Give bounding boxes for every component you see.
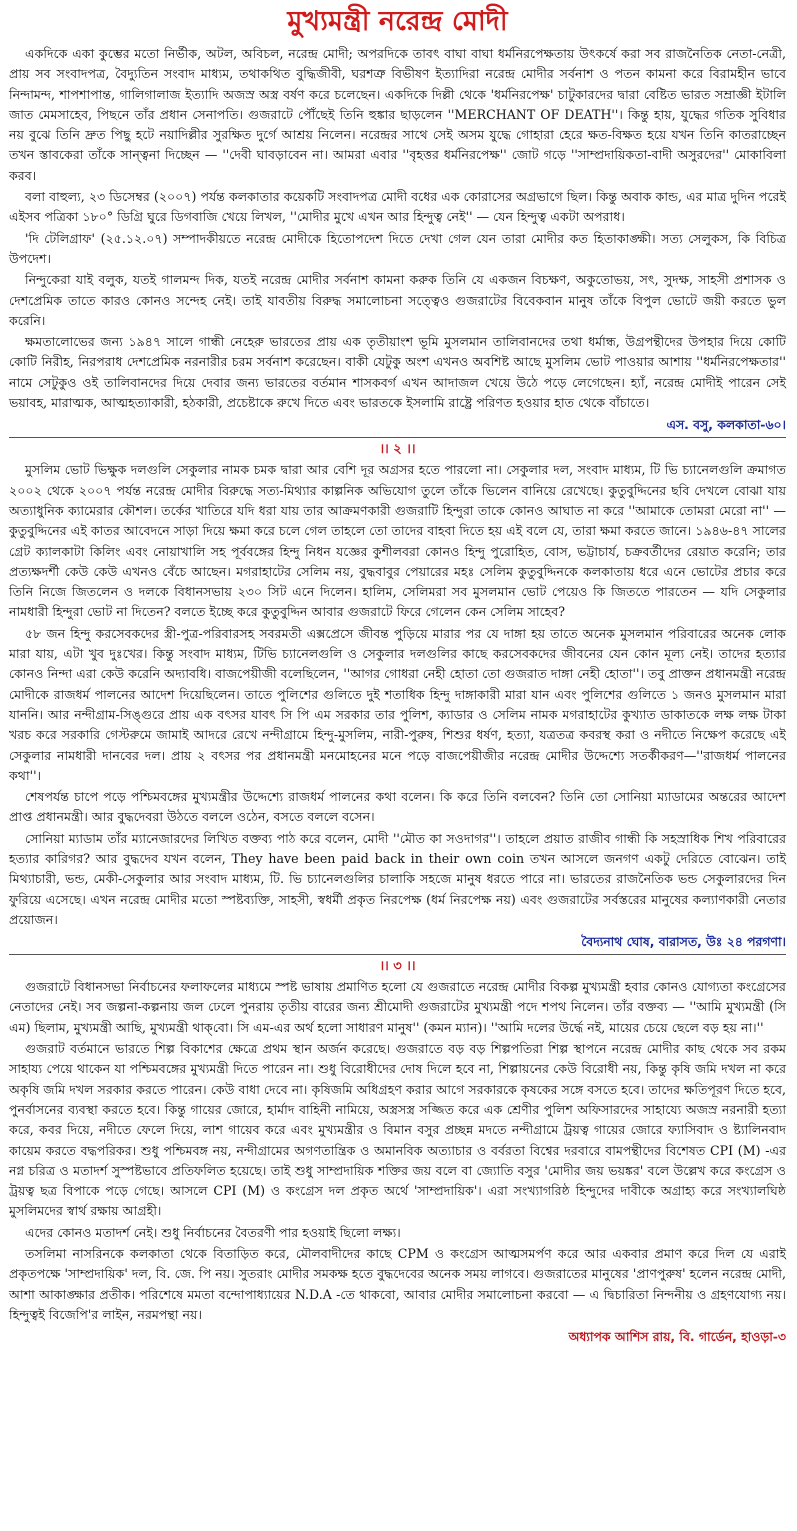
letter-paragraph: 'দি টেলিগ্রাফ' (২৫.১২.০৭) সম্পাদকীয়তে নরেন্দ্র মোদীকে হিতোপদেশ দিতে দেখা গেল যেন তারা মোদীর কত হিতাকাঙ্ক্ষী। সত্য সেলুকস, কি বিচিত্র উপদেশ।: [9, 230, 787, 266]
section-marker: ।। ২ ।।: [379, 442, 416, 458]
section-marker: ।। ৩ ।।: [379, 959, 416, 975]
section-divider: [9, 954, 786, 955]
letter-signature: অধ্যাপক আশিস রায়, বি. গার্ডেন, হাওড়া-৩: [568, 1329, 786, 1345]
section-divider: [9, 437, 786, 438]
article-title: মুখ্যমন্ত্রী নরেন্দ্র মোদী: [287, 6, 508, 37]
letter-paragraph: তসলিমা নাসরিনকে কলকাতা থেকে বিতাড়িত করে, মৌলবাদীদের কাছে CPM ও কংগ্রেস আত্মসমর্পণ করে আর একবার প্রমাণ করে দিল যে এরাই প্রকৃতপক্ষে 'সাম্প্রদায়িক' দল, বি. জে. পি নয়। সুতরাং মোদীর সমকক্ষ হতে বুদ্ধদেবের অনেক সময় লাগবে। গুজরাতের মানুষের 'প্রাণপুরুষ' হলেন নরেন্দ্র মোদী, আশা আকাঙ্ক্ষার প্রতীক। পরিশেষে মমতা বন্দোপাধ্যায়ের N.D.A -তে থাকবো, আবার মোদীর সমালোচনা করবো — এ দ্বিচারিতা নিন্দনীয় ও গ্রহণযোগ্য নয়। হিন্দুত্বই বিজেপি'র লাইন, নরমপন্থা নয়।: [9, 1246, 786, 1322]
letter-paragraph: একদিকে একা কুম্ভের মতো নির্ভীক, অটল, অবিচল, নরেন্দ্র মোদী; অপরদিকে তাবৎ বাঘা বাঘা ধর্মনিরপেক্ষতায় উৎকর্ষে করা সব রাজনৈতিক নেতা-নেত্রী, প্রায় সব সংবাদপত্র, বৈদ্যুতিন সংবাদ মাধ্যম, তথাকথিত বুদ্ধিজীবী, ঘরশত্রু বিভীষণ ইত্যাদিরা নরেন্দ্র মোদীর সর্বনাশ ও পতন কামনা করে বিরামহীন ভাবে নিন্দামন্দ, শাপশাপান্ত, গালিগালাজ ইত্যাদি অজস্র অস্ত্র বর্ষণ করে চলেছেন। একদিকে দিল্লী থেকে 'ধর্মনিরপেক্ষ' চাটুকারদের দ্বারা বেষ্টিত ভারত সম্রাজ্ঞী ইটালি জাত মেমসাহেব, পিছনে তাঁর প্রধান সেনাপতি। গুজরাটে পৌঁছেই তিনি হুঙ্কার ছাড়লেন ''MERCHANT OF DEATH''। কিন্তু হায়, যুদ্ধের গতিক সুবিধার নয় বুঝে তিনি দ্রুত পিছু হটে নয়াদিল্লীর সুরক্ষিত দুর্গে আশ্রয় নিলেন। নরেন্দ্রর সাথে সেই অসম যুদ্ধে গোহারা হেরে ক্ষত-বিক্ষত হয়ে যখন তিনি কাতরাচ্ছেন তখন স্তাবকেরা তাঁকে সান্ত্বনা দিচ্ছেন — ''দেবী ঘাবড়াবেন না। আমরা এবার ''বৃহত্তর ধর্মনিরপেক্ষ'' জোট গড়ে ''সাম্প্রদায়িকতা-বাদী অসুরদের'' মোকাবিলা করব।: [9, 46, 786, 183]
letter-section: [9, 44, 786, 435]
letter-signature: এস. বসু, কলকাতা-৬০।: [666, 417, 786, 433]
letter-signature: বৈদ্যনাথ ঘোষ, বারাসত, উঃ ২৪ পরগণা।: [581, 934, 786, 950]
letter-paragraph: ক্ষমতালোভের জন্য ১৯৪৭ সালে গান্ধী নেহেরু ভারতের প্রায় এক তৃতীয়াংশ ভূমি মুসলমান তালিবানদের তথা ধর্মান্ধ, উগ্রপন্থীদের উপহার দিয়ে কোটি কোটি নিরীহ, নিরপরাধ দেশপ্রেমিক নরনারীর চরম সর্বনাশ করেছেন। বাকী যেটুকু অংশ এখনও অবশিষ্ট আছে মুসলিম ভোট পাওয়ার আশায় ''ধর্মনিরপেক্ষতার'' নামে সেটুকুও ওই তালিবানদের দিয়ে দেবার জন্য ভারতের বর্তমান শাসকবর্গ এখন আদাজল খেয়ে উঠে পড়ে লেগেছেন। হ্যাঁ, নরেন্দ্র মোদীই পারেন সেই ভয়াবহ, মারাত্মক, আত্মহত্যাকারী, হঠকারী, প্রচেষ্টাকে রুখে দিতে এবং ভারতকে ইসলামি রাষ্ট্রে পরিণত হওয়ার হাত থেকে বাঁচাতে।: [9, 334, 786, 411]
letter-paragraph: গুজরাট বর্তমানে ভারতে শিল্প বিকাশের ক্ষেত্রে প্রথম স্থান অর্জন করেছে। গুজরাতে বড় বড় শিল্পপতিরা শিল্প স্থাপনে নরেন্দ্র মোদীর কাছ থেকে সব রকম সাহায্য পেয়ে থাকেন যা পশ্চিমবঙ্গের মুখ্যমন্ত্রী দিতে পারেন না। শুধু বিরোধীদের দোষ দিলে হবে না, শিল্পায়নের কেউ বিরোধী নয়, কিন্তু কৃষি জমি দখল না করে অকৃষি জমি দখল সরকার করতে পারেন। কেউ বাধা দেবে না। কৃষিজমি অধিগ্রহণ করার আগে সরকারকে কৃষকের সঙ্গে বসতে হবে। তাদের ক্ষতিপূরণ দিতে হবে, পুনর্বাসনের ব্যবস্থা করতে হবে। কিন্তু গায়ের জোরে, হার্মাদ বাহিনী নামিয়ে, অস্ত্রসস্ত্র সজ্জিত করে এক শ্রেণীর পুলিশ অফিসারদের সাহায্যে অজস্র নরনারী হত্যা করে, কবর দিয়ে, নদীতে ফেলে দিয়ে, লাশ গায়েব করে এবং মুখ্যমন্ত্রীর ও বিমান বসুর প্রচ্ছন্ন মদতে নন্দীগ্রামে ট্রয়ত্ব গায়ের জোরে ফ্যাসিবাদ ও ষ্ট্যালিনবাদ কায়েম করতে বদ্ধপরিকর। শুধু পশ্চিমবঙ্গ নয়, নন্দীগ্রামের অগণতান্ত্রিক ও অমানবিক অত্যাচার ও বর্বরতা বিশ্বের দরবারে বামপন্থীদের বিশেষত CPI (M) -এর নগ্ন চরিত্র ও মতাদর্শ সুস্পষ্টভাবে প্রতিফলিত হয়েছে। তাই শুধু সাম্প্রদায়িক শক্তির জয় বলে বা জ্যোতি বসুর 'মোদীর জয় ভয়ঙ্কর' বলে উল্লেখ করে কংগ্রেস ও ট্রয়ত্ব ছত্র বিপাকে পড়ে গেছে। আসলে CPI (M) ও কংগ্রেস দল প্রকৃত অর্থে 'সাম্প্রদায়িক'। এরা সংখ্যাগরিষ্ঠ হিন্দুদের দাবীকে অগ্রাহ্য করে সংখ্যালঘিষ্ঠ মুসলিমদের স্বার্থ রক্ষায় আগ্রহী।: [9, 1041, 786, 1219]
letter-paragraph: মুসলিম ভোট ভিক্ষুক দলগুলি সেকুলার নামক চমক দ্বারা আর বেশি দূর অগ্রসর হতে পারলো না। সেকুলার দল, সংবাদ মাধ্যম, টি ভি চ্যানেলগুলি ক্রমাগত ২০০২ থেকে ২০০৭ পর্যন্ত নরেন্দ্র মোদীর বিরুদ্ধে সত্য-মিথ্যার কাল্পনিক অভিযোগ তুলে তাঁকে ভিলেন বানিয়ে রেখেছে। কুতুবুদ্দিনের ছবি দেখলে বোঝা যায় অত্যাধুনিক ক্যামেরার কৌশল। তর্কের খাতিরে যদি ধরা যায় তার আক্রমণকারী গুজরাটি হিন্দুরা তাকে কোনও আঘাত না করে ''আমাকে তোমরা মেরো না'' — কুতুবুদ্দিনের এই কাতর আবেদনে সাড়া দিয়ে ক্ষমা করে চলে গেল তাহলে তো তাদের বাহবা দিতে হয় এই বলে যে, তারা ক্ষমা করতে জানে। ১৯৪৬-৪৭ সালের গ্রেট ক্যালকাটা কিলিং এবং নোয়াখালি সহ পূর্ববঙ্গের হিন্দু নিধন যজ্ঞের কুশীলবরা কোনও হিন্দু পুরোহিত, বোস, ভট্টাচার্য, চক্রবর্তীদের রেয়াত করেনি; তার প্রত্যক্ষদর্শী কেউ কেউ এখনও বেঁচে আছেন। মগরাহাটের সেলিম নয়, বুদ্ধবাবুর পেয়ারের মহঃ সেলিম কুতুবুদ্দিনকে কলকাতায় ধরে এনে ভোটের প্রচার করে তিনি নিজে জিতলেন ও দলকে বিধানসভায় ২৩০ সিট এনে দিলেন। হালিম, সেলিমরা সব মুসলমান ভোট পেয়েও কি জিততে পারতেন — যদি সেকুলার নামধারী হিন্দুরা ভোট না দিতেন? বলতে ইচ্ছে করে কুতুবুদ্দিন আবার গুজরাটে ফিরে গেলেন কেন সেলিম সাহেব?: [9, 462, 786, 620]
letter-paragraph: নিন্দুকেরা যাই বলুক, যতই গালমন্দ দিক, যতই নরেন্দ্র মোদীর সর্বনাশ কামনা করুক তিনি যে একজন বিচক্ষণ, অকুতোভয়, সৎ, সুদক্ষ, সাহসী প্রশাসক ও দেশপ্রেমিক তাতে কারও কোনও সন্দেহ নেই। তাই যাবতীয় বিরুদ্ধ সমালোচনা সত্ত্বেও গুজরাটের বিবেকবান মানুষ তাঁকে বিপুল ভোটে জয়ী করতে ভুল করেনি।: [9, 272, 786, 328]
letter-paragraph: সোনিয়া ম্যাডাম তাঁর ম্যানেজারদের লিখিত বক্তব্য পাঠ করে বলেন, মোদী ''মৌত কা সওদাগর''। তাহলে প্রয়াত রাজীব গান্ধী কি সহস্রাধিক শিখ পরিবারের হত্যার কারিগর? আর বুদ্ধদেব যখন বলেন, They have been paid back in their own coin তখন আসলে জনগণ একটু দেরিতে বোঝেন। তাই মিথ্যাচারী, ভন্ড, মেকী-সেকুলার আর সংবাদ মাধ্যম, টি. ভি চ্যানেলগুলির চালাকি সহজে মানুষ ধরতে পারে না। ভারতের রাজনৈতিক ভন্ড সেকুলারদের দিন ফুরিয়ে এসেছে। এখন নরেন্দ্র মোদীর মতো স্পষ্টব্যক্তি, সাহসী, স্বধর্মী প্রকৃত নিরপেক্ষ (ধর্ম নিরপেক্ষ নয়) এবং গুজরাটের সর্বস্তরের মানুষের কল্যাণকারী নেতার প্রয়োজন।: [9, 830, 786, 927]
letter-paragraph: শেষপর্যন্ত চাপে পড়ে পশ্চিমবঙ্গের মুখ্যমন্ত্রীর উদ্দেশ্যে রাজধর্ম পালনের কথা বলেন। কি করে তিনি বলবেন? তিনি তো সোনিয়া ম্যাডামের অন্তরের আদেশ প্রাপ্ত প্রধানমন্ত্রী। আর বুদ্ধদেবরা উঠতে বললে ওঠেন, বসতে বললে বসেন।: [9, 789, 786, 825]
letter-paragraph: এদের কোনও মতাদর্শ নেই। শুধু নির্বাচনের বৈতরণী পার হওয়াই ছিলো লক্ষ্য।: [25, 1224, 401, 1240]
letter-paragraph: ৫৮ জন হিন্দু করসেবকদের স্ত্রী-পুত্র-পরিবারসহ সবরমতী এক্সপ্রেসে জীবন্ত পুড়িয়ে মারার পর যে দাঙ্গা হয় তাতে অনেক মুসলমান পরিবারের অনেক লোক মারা যায়, এটা খুব দুঃখের। কিন্তু সংবাদ মাধ্যম, টিভি চ্যানেলগুলি ও সেকুলার দলগুলির কাছে করসেবকদের জীবনের যেন কোন মূল্য নেই। তাদের হত্যার কোনও নিন্দা এরা কেউ করেনি অদ্যাবধি। বাজপেয়ীজী বলেছিলেন, ''আগর গোধরা নেহী হোতা তো গুজরাত দাঙ্গা নেহী হোতা''। তবু প্রাক্তন প্রধানমন্ত্রী নরেন্দ্র মোদীকে রাজধর্ম পালনের আদেশ দিয়েছিলেন। তাতে পুলিশের গুলিতে দুই শতাধিক হিন্দু দাঙ্গাকারী মারা যান এবং পুলিশের গুলিতে ১ জনও মুসলমান মারা যাননি। আর নন্দীগ্রাম-সিঙ্গুরে প্রায় এক বৎসর যাবৎ সি পি এম সরকার তার পুলিশ, ক্যাডার ও সেলিম নামক মগরাহাটের কুখ্যাত ডাকাতকে লক্ষ লক্ষ টাকা খরচ করে সরকারি গেস্টরুমে জামাই আদরে রেখে নন্দীগ্রামে হিন্দু-মুসলিম, নারী-পুরুষ, শিশুর ধর্ষণ, হত্যা, যত্রতত্র কবরস্থ করা ও নদীতে নিক্ষেপ করেছে এই সেকুলার নামধারী দানবের দল। প্রায় ২ বৎসর পর প্রধানমন্ত্রী মনমোহনের মনে পড়ে বাজপেয়ীজীর নরেন্দ্র মোদীর উদ্দেশ্যে সতর্কীকরণ—''রাজধর্ম পালনের কথা''।: [9, 625, 786, 783]
letter-paragraph: বলা বাহুল্য, ২৩ ডিসেম্বর (২০০৭) পর্যন্ত কলকাতার কয়েকটি সংবাদপত্র মোদী বধের এক কোরাসের অগ্রভাগে ছিল। কিন্তু অবাক কান্ড, এর মাত্র দুদিন পরেই এইসব পত্রিকা ১৮০° ডিগ্রি ঘুরে ডিগবাজি খেয়ে লিখল, ''মোদীর মুখে এখন আর হিন্দুত্ব নেই'' — যেন হিন্দুত্ব একটা অপরাধ।: [9, 189, 786, 225]
letter-section: [9, 441, 786, 952]
letters-container: [9, 44, 786, 1347]
letter-paragraph: গুজরাটে বিধানসভা নির্বাচনের ফলাফলের মাধ্যমে স্পষ্ট ভাষায় প্রমাণিত হলো যে গুজরাতে নরেন্দ্র মোদীর বিকল্প মুখ্যমন্ত্রী হবার কোনও যোগ্যতা কংগ্রেসের নেতাদের নেই। সব জল্পনা-কল্পনায় জল ঢেলে পুনরায় তৃতীয় বারের জন্য শ্রীমোদী গুজরাটের মুখ্যমন্ত্রী পদে শপথ নিলেন। তাঁর বক্তব্য — ''আমি মুখ্যমন্ত্রী (সি এম) ছিলাম, মুখ্যমন্ত্রী আছি, মুখ্যমন্ত্রী থাক্‌বো। সি এম-এর অর্থ হলো সাধারণ মানুষ'' (কমন ম্যান)। ''আমি দলের উর্দ্ধে নই, মায়ের চেয়ে ছেলে বড় হয় না।'': [9, 979, 786, 1035]
letter-section: [9, 958, 786, 1347]
